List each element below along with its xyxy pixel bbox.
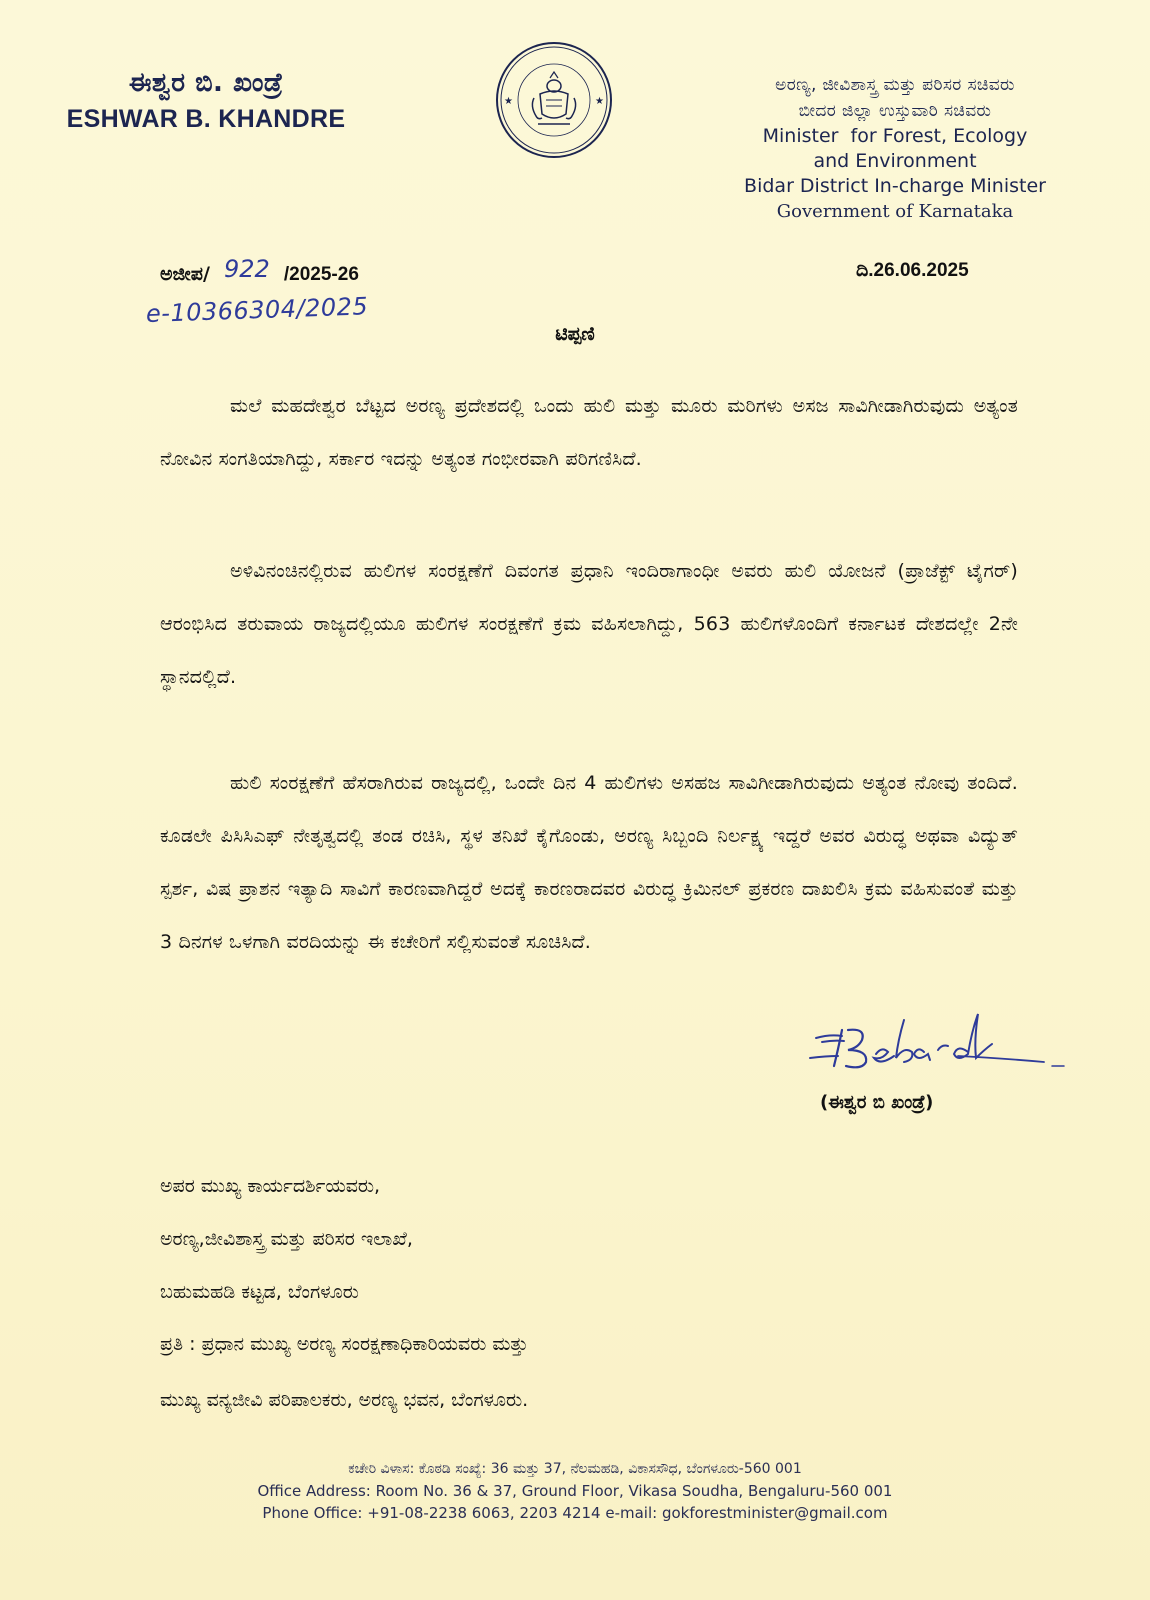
letterhead-designation-block: [680, 72, 1110, 224]
reference-prefix: ಅಜೀಪ/: [160, 263, 210, 285]
addressee-block: [160, 1160, 413, 1319]
letterhead-footer: [150, 1458, 1000, 1524]
body-paragraph-1: ಮಲೆ ಮಹದೇಶ್ವರ ಬೆಟ್ಟದ ಅರಣ್ಯ ಪ್ರದೇಶದಲ್ಲಿ ಒಂದು ಹುಲಿ ಮತ್ತು ಮೂರು ಮರಿಗಳು ಅಸಜ ಸಾವಿಗೀಡಾಗಿರುವುದು ಅತ್ಯಂತ ನೋವಿನ ಸಂಗತಿಯಾಗಿದ್ದು, ಸರ್ಕಾರ ಇದನ್ನು ಅತ್ಯಂತ ಗಂಭೀರವಾಗಿ ಪರಿಗಣಿಸಿದೆ.: [160, 395, 1018, 470]
handwritten-efile-number: e-10366304/2025: [145, 292, 369, 328]
designation-english-line-2: and Environment: [813, 150, 977, 172]
signatory-name: (ಈಶ್ವರ ಬಿ ಖಂಡ್ರೆ): [820, 1092, 934, 1113]
designation-kannada-line-1: ಅರಣ್ಯ, ಜೀವಿಶಾಸ್ತ್ರ ಮತ್ತು ಪರಿಸರ ಸಚಿವರು: [775, 75, 1015, 95]
reference-year: /2025-26: [283, 264, 359, 285]
body-paragraph-2: ಅಳಿವಿನಂಚಿನಲ್ಲಿರುವ ಹುಲಿಗಳ ಸಂರಕ್ಷಣೆಗೆ ದಿವಂಗತ ಪ್ರಧಾನಿ ಇಂದಿರಾಗಾಂಧೀ ಅವರು ಹುಲಿ ಯೋಜನೆ (ಪ್ರಾಜೆಕ್ಟ್ ಟೈಗರ್) ಆರಂಭಿಸಿದ ತರುವಾಯ ರಾಜ್ಯದಲ್ಲಿಯೂ ಹುಲಿಗಳ ಸಂರಕ್ಷಣೆಗೆ ಕ್ರಮ ವಹಿಸಲಾಗಿದ್ದು, 563 ಹುಲಿಗಳೊಂದಿಗೆ ಕರ್ನಾಟಕ ದೇಶದಲ್ಲೇ 2ನೇ ಸ್ಥಾನದಲ್ಲಿದೆ.: [160, 560, 1018, 688]
minister-name-english: ESHWAR B. KHANDRE: [66, 105, 346, 133]
body-paragraph-3: ಹುಲಿ ಸಂರಕ್ಷಣೆಗೆ ಹೆಸರಾಗಿರುವ ರಾಜ್ಯದಲ್ಲಿ, ಒಂದೇ ದಿನ 4 ಹುಲಿಗಳು ಅಸಹಜ ಸಾವಿಗೀಡಾಗಿರುವುದು ಅತ್ಯಂತ ನೋವು ತಂದಿದೆ. ಕೂಡಲೇ ಪಿಸಿಸಿಎಫ್ ನೇತೃತ್ವದಲ್ಲಿ ತಂಡ ರಚಿಸಿ, ಸ್ಥಳ ತನಿಖೆ ಕೈಗೊಂಡು, ಅರಣ್ಯ ಸಿಬ್ಬಂದಿ ನಿರ್ಲಕ್ಷ್ಯ ಇದ್ದರೆ ಅವರ ವಿರುದ್ಧ ಅಥವಾ ವಿದ್ಯುತ್ ಸ್ಪರ್ಶ, ವಿಷ ಪ್ರಾಶನ ಇತ್ಯಾದಿ ಸಾವಿಗೆ ಕಾರಣವಾಗಿದ್ದರೆ ಅದಕ್ಕೆ ಕಾರಣರಾದವರ ವಿರುದ್ಧ ಕ್ರಿಮಿನಲ್ ಪ್ರಕರಣ ದಾಖಲಿಸಿ ಕ್ರಮ ವಹಿಸುವಂತೆ ಮತ್ತು 3 ದಿನಗಳ ಒಳಗಾಗಿ ವರದಿಯನ್ನು ಈ ಕಚೇರಿಗೆ ಸಲ್ಲಿಸುವಂತೆ ಸೂಚಿಸಿದೆ.: [160, 772, 1018, 953]
footer-address-kannada: ಕಚೇರಿ ವಿಳಾಸ: ಕೊಠಡಿ ಸಂಖ್ಯೆ: 36 ಮತ್ತು 37, ನೆಲಮಹಡಿ, ವಿಕಾಸಸೌಧ, ಬೆಂಗಳೂರು-560 001: [348, 1461, 802, 1477]
reference-number: [160, 255, 359, 286]
footer-phone-email: Phone Office: +91-08-2238 6063, 2203 4214 e-mail: gokforestminister@gmail.com: [262, 1504, 888, 1522]
letterhead-name-block: [46, 68, 366, 134]
karnataka-government-emblem-icon: [494, 40, 614, 160]
addressee-line-1: ಅಪರ ಮುಖ್ಯ ಕಾರ್ಯದರ್ಶಿಯವರು,: [160, 1175, 381, 1197]
note-title: ಟಿಪ್ಪಣಿ: [555, 323, 595, 345]
copy-to-line-1: ಪ್ರತಿ : ಪ್ರಧಾನ ಮುಖ್ಯ ಅರಣ್ಯ ಸಂರಕ್ಷಣಾಧಿಕಾರಿಯವರು ಮತ್ತು: [160, 1333, 529, 1355]
designation-english-line-3: Bidar District In-charge Minister: [744, 175, 1046, 197]
addressee-line-2: ಅರಣ್ಯ,ಜೀವಿಶಾಸ್ತ್ರ ಮತ್ತು ಪರಿಸರ ಇಲಾಖೆ,: [160, 1228, 413, 1250]
handwritten-reference-number: 922: [223, 255, 270, 283]
copy-to-line-2: ಮುಖ್ಯ ವನ್ಯಜೀವಿ ಪರಿಪಾಲಕರು, ಅರಣ್ಯ ಭವನ, ಬೆಂಗಳೂರು.: [160, 1389, 529, 1411]
svg-text:★: ★: [595, 96, 604, 107]
footer-address-english: Office Address: Room No. 36 & 37, Ground Floor, Vikasa Soudha, Bengaluru-560 001: [257, 1482, 893, 1500]
svg-text:★: ★: [504, 96, 513, 107]
designation-english-line-1: Minister for Forest, Ecology: [762, 125, 1028, 147]
designation-kannada-line-2: ಬೀದರ ಜಿಲ್ಲಾ ಉಸ್ತುವಾರಿ ಸಚಿವರು: [798, 101, 992, 121]
letter-date: ದಿ.26.06.2025: [856, 260, 969, 281]
designation-english-line-4: Government of Karnataka: [776, 201, 1014, 222]
handwritten-signature: [808, 1010, 1088, 1090]
copy-to-block: [160, 1316, 528, 1428]
addressee-line-3: ಬಹುಮಹಡಿ ಕಟ್ಟಡ, ಬೆಂಗಳೂರು: [160, 1281, 359, 1303]
minister-name-kannada: ಈಶ್ವರ ಬಿ. ಖಂಡ್ರೆ: [128, 68, 284, 98]
